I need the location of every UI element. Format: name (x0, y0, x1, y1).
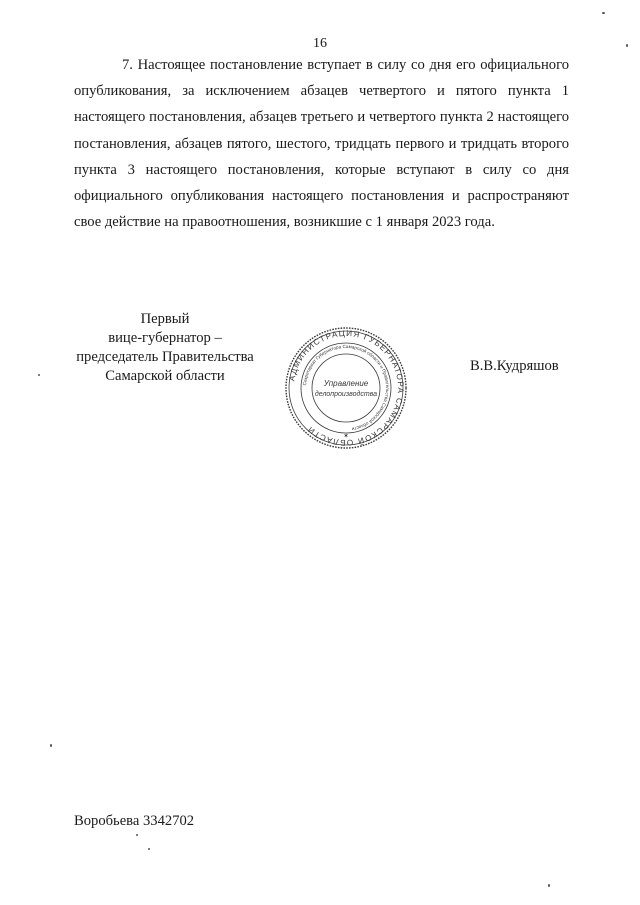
signatory-block (60, 310, 270, 386)
scan-speck (548, 884, 550, 887)
paragraph-7: 7. Настоящее постановление вступает в силу со дня его официального опубликования, за исключением абзацев четвертого и пятого пункта 1 настоящего постановления, абзацев третьего и четвертого пункта 2 настоящего постановления, абзацев пятого, шестого, тридцать первого и тридцать второго пункта 3 настоящего постановления, которые вступают в силу со дня официального опубликования настоящего постановления и распространяют свое действие на правоотношения, возникшие с 1 января 2023 года. (74, 57, 569, 231)
scan-speck (136, 834, 138, 836)
seal-inner-text: Секретариат Губернатора Самарской области и Правительства Самарской области (302, 343, 391, 432)
signatory-line-1: Первый (140, 311, 190, 327)
signatory-line-3: председатель Правительства (76, 349, 254, 365)
seal-outer-text: АДМИНИСТРАЦИЯ ГУБЕРНАТОРА САМАРСКОЙ ОБЛАСТИ (287, 328, 406, 448)
scan-speck (38, 374, 40, 376)
seal-inner-ring (312, 354, 380, 422)
seal-star-icon: ✶ (343, 432, 349, 440)
scan-speck (602, 12, 605, 14)
seal-center-line-1: Управление (323, 379, 369, 388)
scan-speck (50, 744, 52, 747)
signatory-line-2: вице-губернатор – (108, 330, 222, 346)
footer-contact: Воробьева 3342702 (74, 813, 195, 829)
scan-speck (626, 44, 628, 47)
seal-middle-ring (301, 343, 391, 433)
signer-name: В.В.Кудряшов (470, 358, 559, 374)
page-number: 16 (313, 36, 327, 51)
seal-center-line-2: делопроизводства (314, 391, 378, 398)
official-seal-stamp (284, 326, 408, 450)
scan-speck (148, 848, 150, 850)
signatory-line-4: Самарской области (105, 368, 225, 384)
